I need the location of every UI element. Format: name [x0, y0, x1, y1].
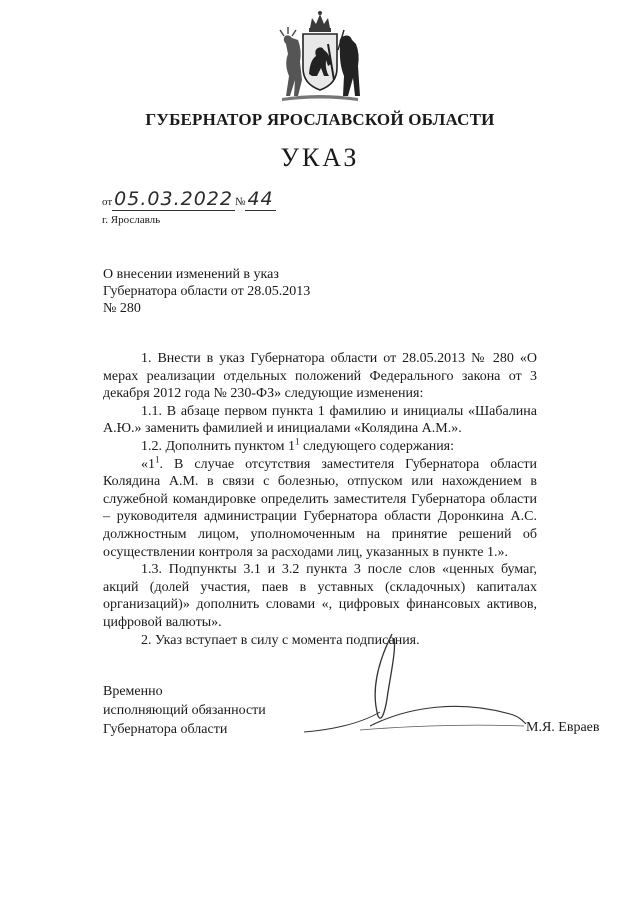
superscript: 1: [155, 453, 160, 464]
signer-position-line: Губернатора области: [103, 722, 228, 737]
subject-line: Губернатора области от 28.05.2013: [103, 284, 311, 299]
date-prefix: от: [102, 196, 113, 208]
signer-position-line: исполняющий обязанности: [103, 703, 266, 718]
coat-of-arms-bear-icon: [276, 10, 364, 104]
document-type: УКАЗ: [280, 143, 360, 172]
issuer-title: ГУБЕРНАТОР ЯРОСЛАВСКОЙ ОБЛАСТИ: [145, 110, 495, 129]
subject-line: № 280: [103, 301, 141, 316]
paragraph-inserted-1-1: [103, 453, 537, 562]
signer-position-line: Временно: [103, 684, 163, 699]
subject-line: О внесении изменений в указ: [103, 267, 279, 282]
paragraph-1-1: 1.1. В абзаце первом пункта 1 фамилию и инициалы «Шабалина А.Ю.» заменить фамилией и инициалами «Колядина А.М.».: [103, 403, 537, 437]
number-prefix: №: [234, 196, 246, 208]
decree-body: [103, 350, 537, 649]
paragraph-text: . В случае отсутствия заместителя Губернатора области Колядина А.М. в связи с болезнью, отпуском или нахождением в служебной командировке определить заместителя Губернатора области – руководителя администрации Губернатора области Доронкина А.С. должностным лицом, уполномоченным на принятие решений об осуществлении контроля за расходами лиц, указанных в пункте 1.».: [103, 456, 537, 560]
date-number-line: [102, 190, 276, 209]
paragraph-1-3: 1.3. Подпункты 3.1 и 3.2 пункта 3 после слов «ценных бумаг, акций (долей участия, паев в уставных (складочных) капиталах организаций)» дополнить словами «, цифровых финансовых активов, цифровой валюты».: [103, 562, 537, 630]
paragraph-text: 1.2. Дополнить пунктом 1: [141, 438, 295, 454]
paragraph-2: 2. Указ вступает в силу с момента подписания.: [141, 632, 420, 648]
decree-date: 05.03.2022: [114, 188, 233, 210]
superscript: 1: [294, 436, 300, 447]
handwritten-signature: [300, 628, 530, 743]
decree-number: 44: [247, 188, 274, 210]
decree-subject: [103, 266, 310, 317]
paragraph-text: следующего содержания:: [299, 438, 455, 454]
paragraph-1-2: [103, 438, 537, 456]
issuing-city: г. Ярославль: [102, 214, 161, 226]
paragraph-1: 1. Внести в указ Губернатора области от 28.05.2013 № 280 «О мерах реализации отдельных положений Федерального закона от 3 декабря 2012 года № 230-ФЗ» следующие изменения:: [103, 351, 537, 402]
paragraph-text: «1: [141, 456, 155, 472]
signer-position: [103, 682, 266, 739]
signer-name: М.Я. Евраев: [526, 720, 600, 735]
